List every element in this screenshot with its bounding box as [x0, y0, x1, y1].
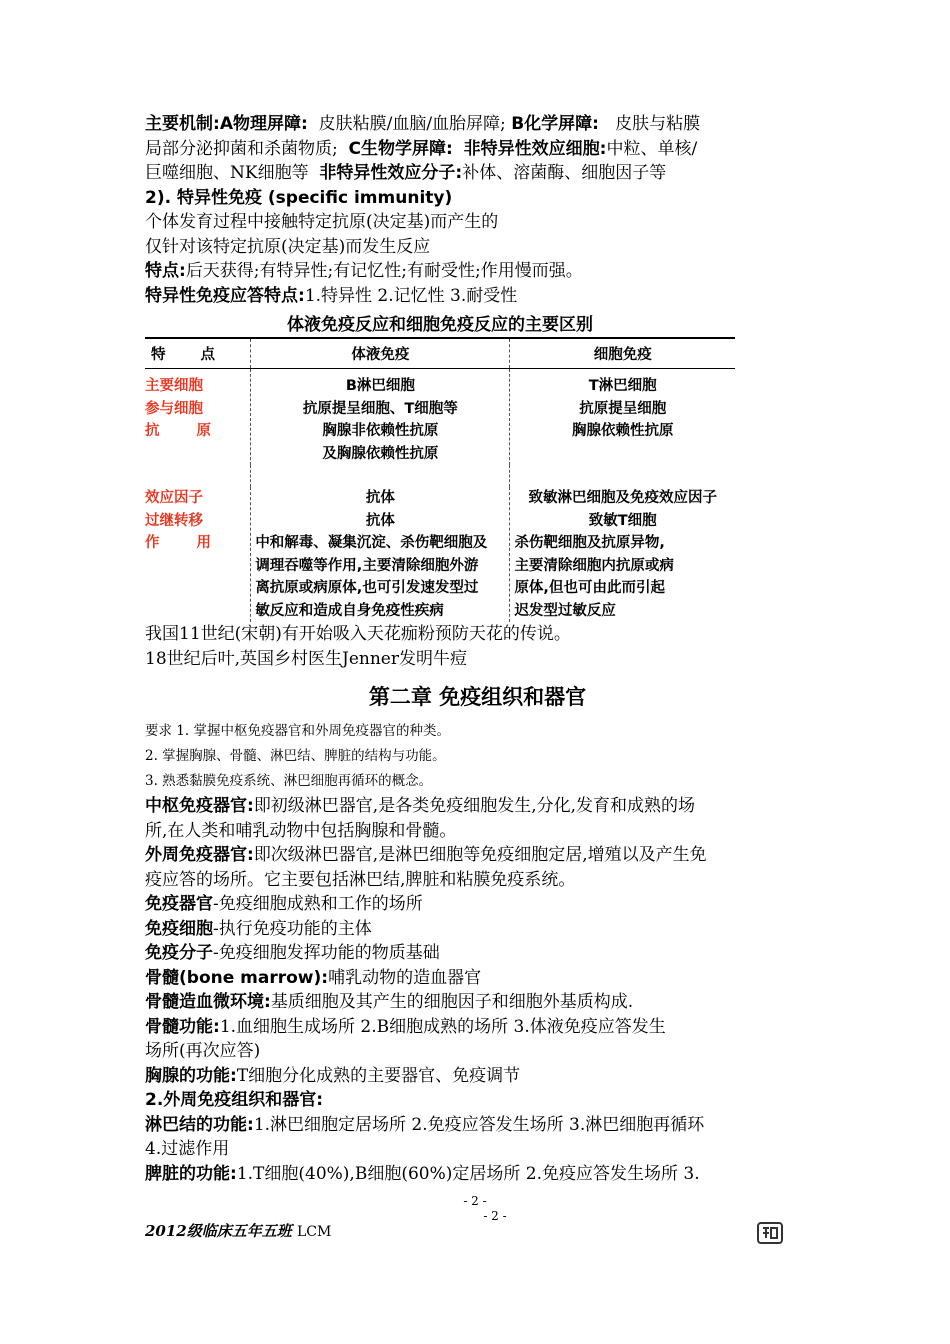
thymus-function-text: T细胞分化成熟的主要器官、免疫调节 — [236, 1065, 521, 1086]
row1-label-line: 主要细胞 — [145, 378, 203, 394]
marrow-function-text: 1.血细胞生成场所 2.B细胞成熟的场所 3.体液免疫应答发生 — [219, 1016, 666, 1037]
biological-barrier-label: C生物学屏障: — [348, 138, 453, 159]
peripheral-organs — [145, 843, 810, 868]
lymph-node-label: 淋巴结的功能: — [145, 1114, 254, 1135]
chemical-barrier-text: 皮肤与粘膜 — [615, 114, 701, 134]
immune-cell-label: 免疫细胞 — [145, 918, 213, 939]
chemical-barrier-label: B化学屏障: — [511, 114, 599, 134]
marrow-microenv-label: 骨髓造血微环境: — [145, 992, 271, 1012]
row2-cellular-line: 致敏T细胞 — [588, 512, 657, 529]
row1-cellular-line: 抗原提呈细胞 — [579, 400, 667, 417]
row2-humoral-line: 调理吞噬等作用,主要清除细胞外游 — [255, 557, 479, 574]
row2-cellular-line: 杀伤靶细胞及抗原异物, — [514, 535, 665, 551]
central-organs-label: 中枢免疫器官: — [145, 796, 254, 816]
bone-marrow-label: 骨髓 — [145, 967, 179, 988]
table-row — [145, 369, 735, 466]
row1-humoral-line: 抗原提呈细胞、T细胞等 — [302, 400, 458, 417]
history-line-2: 18世纪后叶,英国乡村医生Jenner发明牛痘 — [145, 648, 467, 669]
mechanism-line-2 — [145, 137, 810, 162]
bone-marrow-def — [145, 966, 810, 991]
row2-cellular-line: 致敏淋巴细胞及免疫效应因子 — [528, 490, 717, 506]
marrow-function — [145, 1015, 810, 1040]
mechanism-line-3 — [145, 161, 810, 186]
features-label: 特点: — [145, 261, 186, 281]
row2-humoral-line: 离抗原或病原体,也可引发速发型过 — [255, 580, 479, 596]
row1-humoral-line: 胸腺非依赖性抗原 — [322, 423, 439, 439]
table-row — [145, 487, 735, 622]
requirement-1: 要求 1. 掌握中枢免疫器官和外周免疫器官的种类。 — [145, 723, 450, 739]
signature-suffix: LCM — [296, 1224, 332, 1240]
history-line-1: 我国11世纪(宋朝)有开始吸入天花痂粉预防天花的传说。 — [145, 624, 571, 644]
row1-cellular-line: 胸腺依赖性抗原 — [571, 423, 674, 439]
specific-response-features — [145, 284, 810, 309]
seal-logo-icon — [755, 1220, 785, 1246]
requirement-2: 2. 掌握胸腺、骨髓、淋巴结、脾脏的结构与功能。 — [145, 748, 446, 764]
physical-barrier-label: A物理屏障: — [219, 114, 308, 134]
effector-cells-label: 非特异性效应细胞: — [463, 138, 607, 159]
row2-label-line — [145, 532, 211, 555]
row2-cellular-line: 原体,但也可由此而引起 — [514, 580, 665, 596]
immune-cell-def — [145, 917, 810, 942]
row1-cellular — [510, 369, 735, 466]
lymph-node-cont: 4.过滤作用 — [145, 1139, 230, 1159]
peripheral-heading: 2.外周免疫组织和器官: — [145, 1090, 324, 1110]
comparison-table — [145, 337, 735, 622]
row2-label-word: 作 — [145, 535, 160, 551]
row2-label — [145, 487, 251, 622]
row1-label-word: 抗 — [145, 423, 160, 439]
marrow-function-cont: 场所(再次应答) — [145, 1041, 261, 1061]
effector-cells-text: 中粒、单核/ — [606, 138, 698, 159]
row2-label-line: 效应因子 — [145, 490, 203, 506]
chemical-barrier-text-2: 局部分泌抑菌和杀菌物质; — [145, 138, 338, 159]
table-spacer-row — [145, 465, 735, 487]
response-features-text: 1.特异性 2.记忆性 3.耐受性 — [304, 285, 518, 306]
row2-humoral-line: 敏反应和造成自身免疫性疾病 — [255, 602, 444, 619]
mechanism-label: 主要机制: — [145, 114, 220, 134]
immune-organ-label: 免疫器官 — [145, 894, 213, 914]
immune-molecule-def — [145, 941, 810, 966]
row2-cellular — [510, 487, 735, 622]
physical-barrier-text: 皮肤粘膜/血脑/血胎屏障; — [318, 114, 506, 134]
specific-features — [145, 259, 810, 284]
row1-label-word: 原 — [196, 423, 211, 439]
response-features-label: 特异性免疫应答特点: — [145, 285, 305, 306]
lymph-node-text: 1.淋巴细胞定居场所 2.免疫应答发生场所 3.淋巴细胞再循环 — [253, 1114, 705, 1135]
signature-text: 2012级临床五年五班 — [145, 1222, 292, 1240]
requirement-3: 3. 熟悉黏膜免疫系统、淋巴细胞再循环的概念。 — [145, 773, 433, 789]
row1-cellular-line: T淋巴细胞 — [588, 378, 657, 394]
bone-marrow-text: 哺乳动物的造血器官 — [328, 967, 482, 988]
marrow-microenv-text: 基质细胞及其产生的细胞因子和细胞外基质构成. — [270, 992, 634, 1012]
row1-humoral-line: B淋巴细胞 — [345, 378, 415, 394]
immune-molecule-text: -免疫细胞发挥功能的物质基础 — [213, 943, 440, 963]
effector-molecules-text: 补体、溶菌酶、细胞因子等 — [462, 163, 667, 183]
thymus-function-label: 胸腺的功能: — [145, 1065, 237, 1086]
page-content — [145, 112, 810, 1186]
row1-label-line — [145, 420, 211, 443]
peripheral-organs-cont: 疫应答的场所。它主要包括淋巴结,脾脏和粘膜免疫系统。 — [145, 869, 576, 890]
central-organs-text: 即初级淋巴器官,是各类免疫细胞发生,分化,发育和成熟的场 — [253, 796, 696, 816]
immune-molecule-label: 免疫分子 — [145, 943, 213, 963]
marrow-function-label: 骨髓功能: — [145, 1016, 220, 1037]
specific-def-2: 仅针对该特定抗原(决定基)而发生反应 — [145, 236, 431, 257]
header-cellular: 细胞免疫 — [510, 338, 735, 369]
row2-cellular-line: 主要清除细胞内抗原或病 — [514, 557, 674, 574]
spleen-text: 1.T细胞(40%),B细胞(60%)定居场所 2.免疫应答发生场所 3. — [236, 1163, 700, 1184]
table-title: 体液免疫反应和细胞免疫反应的主要区别 — [287, 315, 593, 335]
row2-humoral-line: 抗体 — [365, 490, 395, 506]
row2-humoral-line: 中和解毒、凝集沉淀、杀伤靶细胞及 — [255, 535, 488, 551]
specific-immunity-heading: 2). 特异性免疫 (specific immunity) — [145, 187, 453, 208]
row1-humoral — [251, 369, 510, 466]
row2-label-word: 用 — [196, 535, 211, 551]
mechanism-line-1 — [145, 112, 810, 137]
chapter-title: 第二章 免疫组织和器官 — [368, 685, 587, 709]
footer-signature — [145, 1220, 331, 1241]
effector-cells-text-2: 巨噬细胞、NK细胞等 — [145, 163, 309, 183]
row1-humoral-line: 及胸腺依赖性抗原 — [322, 445, 439, 462]
row2-cellular-line: 迟发型过敏反应 — [514, 602, 616, 619]
page-number: - 2 - — [463, 1194, 487, 1208]
immune-cell-text: -执行免疫功能的主体 — [213, 918, 372, 939]
lymph-node-function — [145, 1113, 810, 1138]
central-organs — [145, 794, 810, 819]
table-header-row — [145, 338, 735, 369]
row1-label — [145, 369, 251, 466]
marrow-microenv — [145, 990, 810, 1015]
peripheral-organs-text: 即次级淋巴器官,是淋巴细胞等免疫细胞定居,增殖以及产生免 — [253, 845, 707, 865]
specific-def-1: 个体发育过程中接触特定抗原(决定基)而产生的 — [145, 212, 499, 232]
page-number-2: - 2 - — [483, 1209, 507, 1223]
row1-label-line: 参与细胞 — [145, 400, 203, 417]
immune-organ-text: -免疫细胞成熟和工作的场所 — [213, 894, 423, 914]
header-humoral: 体液免疫 — [251, 338, 510, 369]
row2-humoral-line: 抗体 — [365, 512, 395, 529]
spleen-label: 脾脏的功能: — [145, 1163, 237, 1184]
row2-label-line: 过继转移 — [145, 512, 203, 529]
peripheral-organs-label: 外周免疫器官: — [145, 845, 254, 865]
effector-molecules-label: 非特异性效应分子: — [319, 163, 463, 183]
row2-humoral — [251, 487, 510, 622]
features-text: 后天获得;有特异性;有记忆性;有耐受性;作用慢而强。 — [185, 261, 583, 281]
bone-marrow-en: (bone marrow): — [179, 967, 329, 988]
immune-organ-def — [145, 892, 810, 917]
header-feature: 特 点 — [145, 338, 251, 369]
central-organs-cont: 所,在人类和哺乳动物中包括胸腺和骨髓。 — [145, 820, 457, 841]
thymus-function — [145, 1064, 810, 1089]
spleen-function — [145, 1162, 810, 1187]
